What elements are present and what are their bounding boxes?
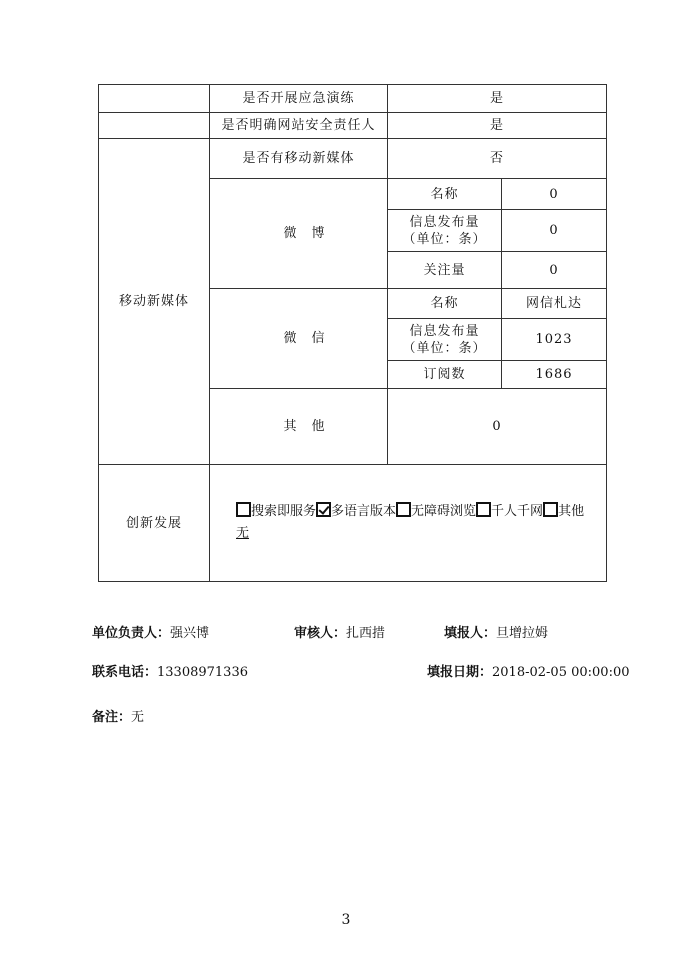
option-other[interactable]: 其他 xyxy=(543,504,584,519)
mobile-media-header: 移动新媒体 xyxy=(99,139,210,465)
remark-label: 备注： xyxy=(92,710,132,725)
filler-value: 旦增拉姆 xyxy=(496,626,549,641)
has-mobile-media-value: 否 xyxy=(388,139,607,179)
weibo-posts-label xyxy=(388,210,502,252)
checkbox-icon[interactable] xyxy=(236,502,251,517)
checkbox-checked-icon[interactable] xyxy=(316,502,331,517)
weixin-posts-value: 1023 xyxy=(502,319,607,361)
date-value: 2018-02-05 00:00:00 xyxy=(492,665,630,680)
weibo-label: 微 博 xyxy=(210,179,388,289)
innovation-options xyxy=(210,465,607,582)
reviewer xyxy=(294,622,385,641)
contact-phone xyxy=(92,661,248,680)
weixin-label: 微 信 xyxy=(210,289,388,389)
date-label: 填报日期： xyxy=(427,665,493,680)
weixin-name-label: 名称 xyxy=(388,289,502,319)
weibo-name-value: 0 xyxy=(502,179,607,210)
weixin-posts-label xyxy=(388,319,502,361)
weixin-posts-label-line2: （单位：条） xyxy=(402,340,487,356)
weibo-posts-value: 0 xyxy=(502,210,607,252)
checkbox-icon[interactable] xyxy=(476,502,491,517)
innovation-other-text: 无 xyxy=(236,526,250,541)
innovation-label: 创新发展 xyxy=(99,465,210,582)
weixin-posts-label-line1: 信息发布量 xyxy=(409,323,480,339)
blank-category-cell xyxy=(99,85,210,113)
reviewer-label: 审核人： xyxy=(294,626,347,641)
emergency-drill-value: 是 xyxy=(388,85,607,113)
reviewer-value: 扎西措 xyxy=(346,626,386,641)
weibo-posts-label-line1: 信息发布量 xyxy=(409,214,480,230)
remark xyxy=(92,706,144,725)
unit-head-value: 强兴博 xyxy=(170,626,210,641)
option-accessibility[interactable]: 无障碍浏览 xyxy=(396,504,476,519)
phone-label: 联系电话： xyxy=(92,665,158,680)
other-media-label: 其 他 xyxy=(210,389,388,465)
checkbox-icon[interactable] xyxy=(543,502,558,517)
weixin-name-value: 网信札达 xyxy=(502,289,607,319)
security-person-value: 是 xyxy=(388,113,607,139)
filler xyxy=(444,622,548,641)
weixin-subs-label: 订阅数 xyxy=(388,361,502,389)
weibo-follows-value: 0 xyxy=(502,252,607,289)
weibo-follows-label: 关注量 xyxy=(388,252,502,289)
phone-value: 13308971336 xyxy=(157,665,248,680)
fill-date xyxy=(427,661,630,680)
unit-head xyxy=(92,622,209,641)
remark-value: 无 xyxy=(131,710,145,725)
unit-head-label: 单位负责人： xyxy=(92,626,171,641)
weixin-subs-value: 1686 xyxy=(502,361,607,389)
checkbox-icon[interactable] xyxy=(396,502,411,517)
has-mobile-media-label: 是否有移动新媒体 xyxy=(210,139,388,179)
option-multilingual[interactable]: 多语言版本 xyxy=(316,504,396,519)
security-person-label: 是否明确网站安全责任人 xyxy=(210,113,388,139)
emergency-drill-label: 是否开展应急演练 xyxy=(210,85,388,113)
filler-label: 填报人： xyxy=(444,626,497,641)
statistics-table xyxy=(98,84,607,582)
weibo-posts-label-line2: （单位：条） xyxy=(402,231,487,247)
option-personalized[interactable]: 千人千网 xyxy=(476,504,543,519)
other-media-value: 0 xyxy=(388,389,607,465)
option-search-service[interactable]: 搜索即服务 xyxy=(236,504,316,519)
blank-category-cell xyxy=(99,113,210,139)
page-number: 3 xyxy=(341,912,351,928)
weibo-name-label: 名称 xyxy=(388,179,502,210)
